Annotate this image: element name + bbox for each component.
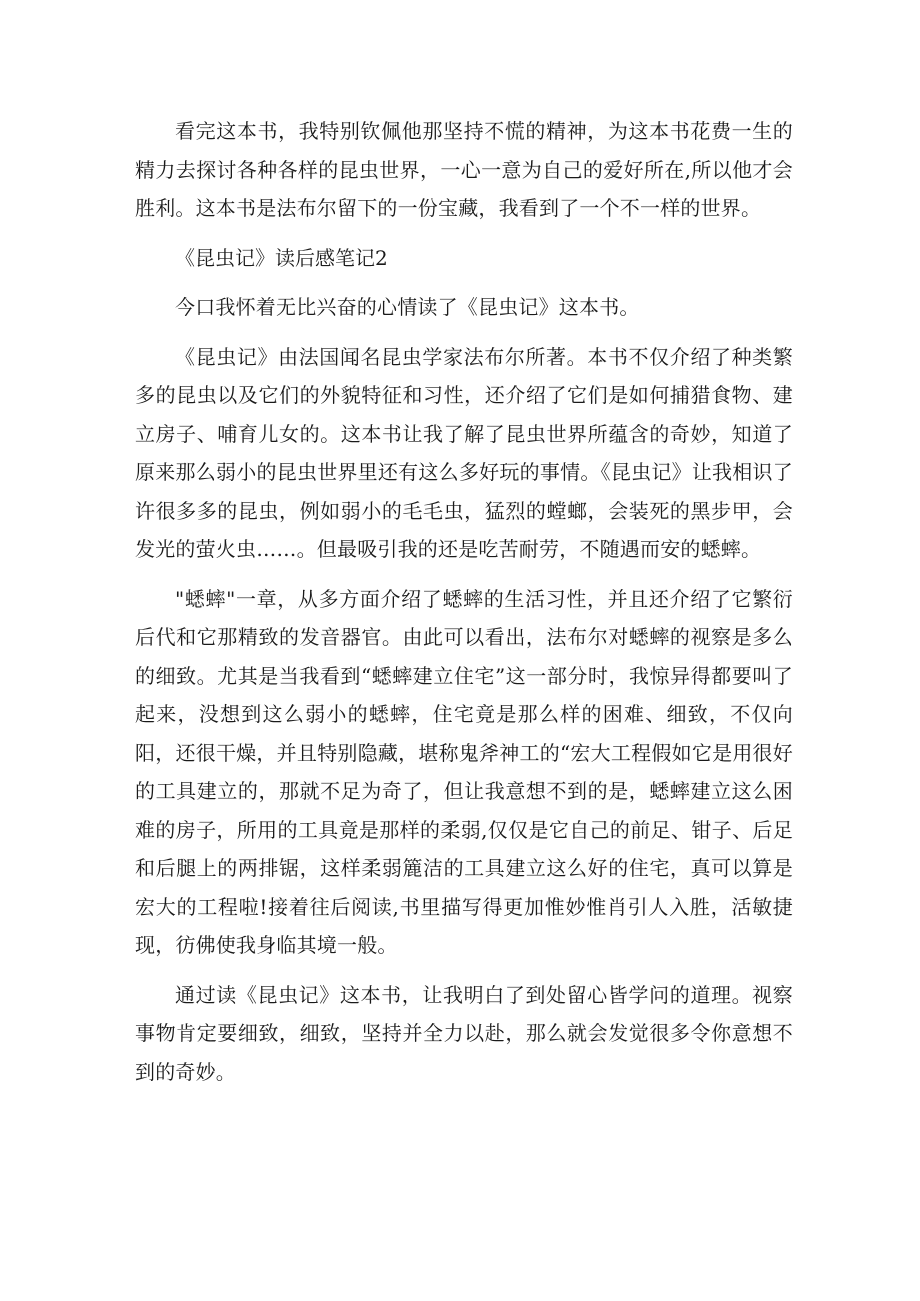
paragraph-conclusion-part1: 看完这本书，我特别钦佩他那坚持不慌的精神，为这本书花费一生的精力去探讨各种各样的昆虫世界，一心一意为自己的爱好所在,所以他才会胜利。这本书是法布尔留下的一份宝藏，我看到了一个不一样的世界。 bbox=[135, 119, 793, 220]
paragraph-intro: 今口我怀着无比兴奋的心情读了《昆虫记》这本书。 bbox=[175, 295, 640, 319]
paragraph-cricket-chapter: "蟋蟀"一章，从多方面介绍了蟋蟀的生活习性，并且还介绍了它繁衍后代和它那精致的发音器官。由此可以看出，法布尔对蟋蟀的视察是多么的细致。尤其是当我看到“蟋蟀建立住宅”这一部分时，我惊异得都要叫了起来，没想到这么弱小的蟋蟀，住宅竟是那么样的困难、细致，不仅向阳，还很干燥，并且特别隐藏，堪称鬼斧神工的“宏大工程假如它是用很好的工具建立的，那就不足为奇了，但让我意想不到的是，蟋蟀建立这么困难的房子，所用的工具竟是那样的柔弱,仅仅是它自己的前足、钳子、后足和后腿上的两排锯，这样柔弱簏洁的工具建立这么好的住宅，真可以算是宏大的工程啦!接着往后阅读,书里描写得更加惟妙惟肖引人入胜，活敏捷现，彷佛使我身临其境一般。 bbox=[135, 586, 793, 957]
paragraph-book-overview: 《昆虫记》由法国闻名昆虫学家法布尔所著。本书不仅介绍了种类繁多的昆虫以及它们的外貌特征和习性，还介绍了它们是如何捕猎食物、建立房子、哺育儿女的。这本书让我了解了昆虫世界所蕴含的奇妙，知道了原来那么弱小的昆虫世界里还有这么多好玩的事情。《昆虫记》让我相识了许很多多的昆虫，例如弱小的毛毛虫，猛烈的螳螂，会装死的黑步甲，会发光的萤火虫……。但最吸引我的还是吃苦耐劳，不随遇而安的蟋蟀。 bbox=[135, 344, 793, 561]
document-body bbox=[135, 112, 793, 1102]
essay-title: 《昆虫记》读后感笔记2 bbox=[175, 245, 388, 270]
paragraph-conclusion: 通过读《昆虫记》这本书，让我明白了到处留心皆学问的道理。视察事物肯定要细致，细致，坚持并全力以赴，那么就会发觉很多令你意想不到的奇妙。 bbox=[135, 982, 793, 1084]
